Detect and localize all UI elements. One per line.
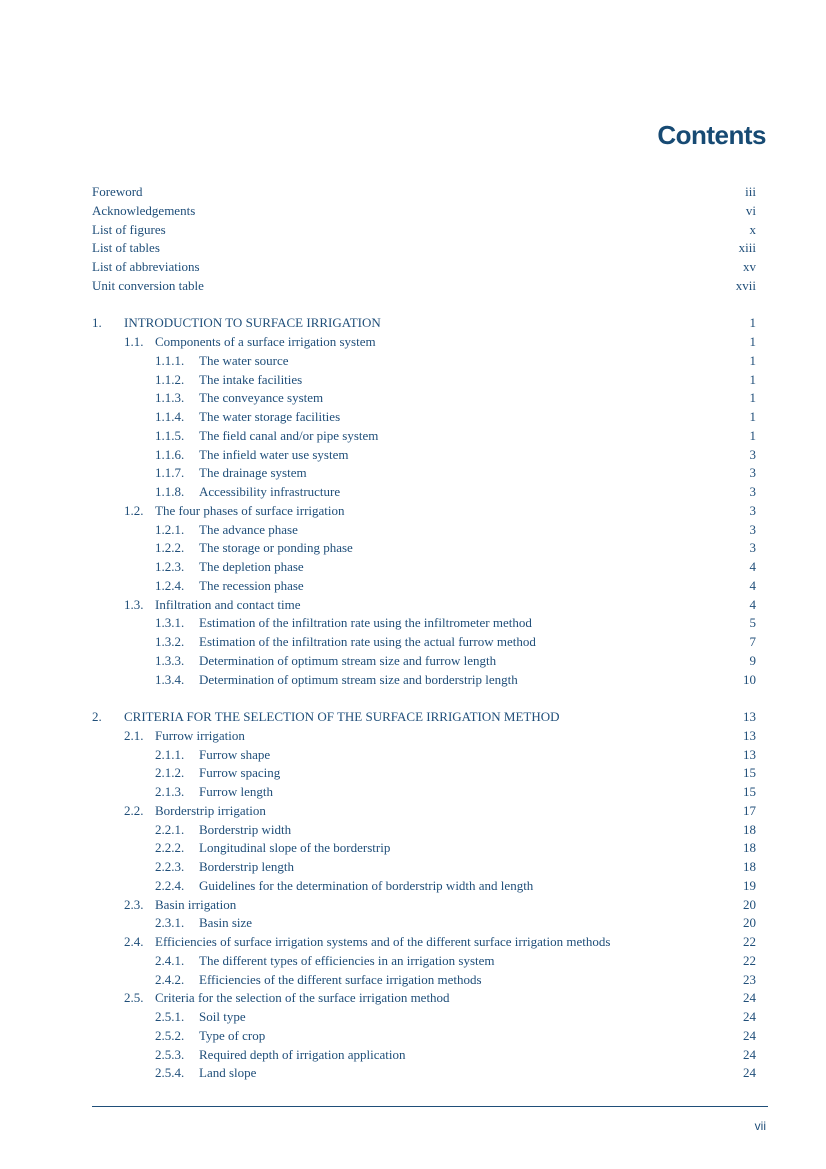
toc-subsection-entry[interactable]	[92, 389, 756, 408]
toc-entry-title: Land slope	[199, 1065, 257, 1081]
toc-entry-page: 3	[749, 502, 756, 518]
toc-entry-page: 20	[743, 915, 756, 931]
toc-entry-page: xv	[743, 259, 756, 274]
toc-entry-page: 18	[743, 821, 756, 837]
toc-entry-page: 5	[749, 615, 756, 631]
toc-entry-page: 24	[743, 990, 756, 1006]
toc-entry-page: xvii	[735, 277, 756, 293]
toc-entry-page: xiii	[738, 240, 756, 256]
toc-entry-number: 2.2.4.	[155, 877, 185, 893]
toc-entry-number: 1.3.	[124, 596, 144, 612]
toc-entry-title: Estimation of the infiltration rate using the infiltrometer method	[199, 615, 532, 631]
toc-entry-page: 3	[749, 540, 756, 556]
toc-subsection-entry[interactable]	[92, 427, 756, 446]
toc-front-matter-entry[interactable]	[92, 202, 756, 221]
toc-subsection-entry[interactable]	[92, 464, 756, 483]
toc-entry-number: 1.3.3.	[155, 652, 185, 668]
toc-front-matter-entry[interactable]	[92, 221, 756, 240]
toc-section-entry[interactable]	[92, 896, 756, 915]
toc-entry-number: 2.3.1.	[155, 915, 185, 931]
toc-entry-title: Infiltration and contact time	[155, 596, 301, 612]
toc-entry-number: 2.	[92, 709, 102, 724]
toc-entry-title: Unit conversion table	[92, 277, 204, 293]
toc-entry-title: Borderstrip irrigation	[155, 802, 266, 818]
toc-entry-page: 24	[743, 1027, 756, 1043]
toc-spacer	[92, 689, 756, 708]
toc-subsection-entry[interactable]	[92, 1027, 756, 1046]
toc-entry-page: 13	[743, 727, 756, 743]
table-of-contents	[92, 183, 756, 1083]
toc-entry-number: 2.1.	[124, 727, 144, 743]
toc-entry-page: 1	[749, 334, 756, 349]
toc-entry-number: 2.1.1.	[155, 746, 185, 762]
toc-entry-title: Determination of optimum stream size and borderstrip length	[199, 671, 518, 687]
toc-entry-number: 2.4.2.	[155, 971, 185, 987]
toc-front-matter-entry[interactable]	[92, 183, 756, 202]
toc-subsection-entry[interactable]	[92, 1008, 756, 1027]
toc-entry-title: The different types of efficiencies in an irrigation system	[199, 952, 495, 968]
toc-entry-page: 1	[749, 390, 756, 406]
toc-entry-title: Soil type	[199, 1009, 246, 1024]
toc-entry-title: The conveyance system	[199, 390, 324, 406]
toc-subsection-entry[interactable]	[92, 633, 756, 652]
toc-subsection-entry[interactable]	[92, 614, 756, 633]
toc-subsection-entry[interactable]	[92, 371, 756, 390]
toc-chapter-entry[interactable]	[92, 708, 756, 727]
toc-entry-title: Longitudinal slope of the borderstrip	[199, 840, 391, 856]
toc-entry-title: Basin irrigation	[155, 896, 237, 912]
toc-entry-page: 1	[749, 427, 756, 443]
toc-entry-title: Components of a surface irrigation system	[155, 334, 376, 349]
toc-entry-title: The recession phase	[199, 577, 304, 593]
toc-entry-page: 3	[749, 484, 756, 499]
toc-subsection-entry[interactable]	[92, 1064, 756, 1083]
toc-entry-number: 1.1.7.	[155, 465, 185, 481]
toc-entry-number: 2.2.	[124, 802, 144, 818]
toc-entry-title: The infield water use system	[199, 446, 349, 462]
toc-entry-title: Foreword	[92, 184, 143, 199]
toc-entry-page: iii	[745, 184, 756, 199]
toc-subsection-entry[interactable]	[92, 671, 756, 690]
toc-entry-number: 1.2.1.	[155, 521, 185, 537]
toc-subsection-entry[interactable]	[92, 914, 756, 933]
toc-entry-page: 4	[749, 559, 756, 574]
toc-entry-title: CRITERIA FOR THE SELECTION OF THE SURFACE IRRIGATION METHOD	[124, 709, 560, 724]
toc-entry-page: 1	[749, 315, 756, 331]
toc-entry-number: 1.2.	[124, 502, 144, 518]
toc-subsection-entry[interactable]	[92, 352, 756, 371]
toc-subsection-entry[interactable]	[92, 408, 756, 427]
toc-entry-page: 13	[743, 746, 756, 762]
toc-subsection-entry[interactable]	[92, 783, 756, 802]
toc-entry-number: 2.4.	[124, 934, 144, 949]
toc-entry-title: Furrow length	[199, 784, 274, 799]
toc-entry-number: 2.5.1.	[155, 1009, 185, 1024]
toc-subsection-entry[interactable]	[92, 577, 756, 596]
toc-entry-number: 1.1.5.	[155, 427, 185, 443]
toc-subsection-entry[interactable]	[92, 652, 756, 671]
toc-entry-number: 2.4.1.	[155, 952, 185, 968]
toc-entry-number: 2.3.	[124, 896, 144, 912]
toc-entry-title: Borderstrip length	[199, 859, 294, 874]
toc-section-entry[interactable]	[92, 802, 756, 821]
toc-entry-title: Efficiencies of surface irrigation systems and of the different surface irrigation methods	[155, 934, 611, 949]
toc-entry-title: The water source	[199, 352, 289, 368]
footer-rule	[92, 1106, 768, 1107]
toc-entry-number: 2.5.4.	[155, 1065, 185, 1081]
toc-entry-title: Type of crop	[199, 1027, 266, 1043]
toc-subsection-entry[interactable]	[92, 821, 756, 840]
toc-entry-number: 1.2.2.	[155, 540, 185, 556]
toc-entry-title: The storage or ponding phase	[199, 540, 353, 556]
toc-entry-number: 1.1.4.	[155, 409, 185, 424]
toc-entry-title: INTRODUCTION TO SURFACE IRRIGATION	[124, 315, 381, 331]
toc-subsection-entry[interactable]	[92, 952, 756, 971]
toc-subsection-entry[interactable]	[92, 483, 756, 502]
toc-entry-page: 7	[749, 634, 756, 649]
toc-entry-number: 1.1.6.	[155, 446, 185, 462]
toc-subsection-entry[interactable]	[92, 877, 756, 896]
toc-entry-number: 1.3.4.	[155, 671, 185, 687]
toc-entry-number: 2.5.	[124, 990, 144, 1006]
toc-section-entry[interactable]	[92, 989, 756, 1008]
toc-entry-page: 24	[743, 1065, 756, 1081]
toc-entry-title: Borderstrip width	[199, 821, 292, 837]
toc-entry-page: 3	[749, 465, 756, 481]
toc-entry-number: 2.5.3.	[155, 1046, 185, 1062]
toc-entry-number: 2.5.2.	[155, 1027, 185, 1043]
toc-entry-title: The four phases of surface irrigation	[155, 502, 345, 518]
toc-entry-title: The drainage system	[199, 465, 307, 481]
toc-subsection-entry[interactable]	[92, 746, 756, 765]
toc-entry-title: The water storage facilities	[199, 409, 341, 424]
toc-entry-title: Guidelines for the determination of borderstrip width and length	[199, 877, 534, 893]
toc-front-matter-entry[interactable]	[92, 277, 756, 296]
toc-entry-number: 2.2.1.	[155, 821, 185, 837]
toc-entry-title: Furrow irrigation	[155, 727, 245, 743]
toc-entry-number: 2.1.2.	[155, 765, 185, 781]
toc-entry-number: 1.2.4.	[155, 577, 185, 593]
toc-entry-number: 1.1.1.	[155, 352, 185, 368]
toc-entry-page: 24	[743, 1009, 756, 1024]
toc-entry-page: 24	[743, 1046, 756, 1062]
page-title: Contents	[657, 120, 766, 150]
toc-subsection-entry[interactable]	[92, 1046, 756, 1065]
toc-entry-title: Furrow shape	[199, 746, 271, 762]
toc-front-matter-entry[interactable]	[92, 258, 756, 277]
toc-entry-number: 1.	[92, 315, 102, 331]
toc-entry-page: 1	[749, 352, 756, 368]
toc-entry-page: 1	[749, 409, 756, 424]
toc-section-entry[interactable]	[92, 502, 756, 521]
toc-section-entry[interactable]	[92, 333, 756, 352]
toc-subsection-entry[interactable]	[92, 446, 756, 465]
toc-entry-title: Basin size	[199, 915, 253, 931]
toc-entry-page: 17	[743, 802, 756, 818]
toc-entry-title: Estimation of the infiltration rate using the actual furrow method	[199, 634, 536, 649]
toc-entry-title: Efficiencies of the different surface irrigation methods	[199, 971, 482, 987]
toc-entry-page: 4	[749, 577, 756, 593]
toc-entry-page: 23	[743, 971, 756, 987]
toc-entry-page: 9	[749, 652, 756, 668]
toc-entry-page: 20	[743, 896, 756, 912]
toc-entry-page: vi	[745, 202, 756, 218]
toc-entry-title: Determination of optimum stream size and furrow length	[199, 652, 497, 668]
toc-entry-page: 19	[743, 877, 756, 893]
toc-entry-page: 13	[743, 709, 756, 724]
toc-entry-title: The advance phase	[199, 521, 298, 537]
toc-entry-page: 18	[743, 840, 756, 856]
toc-front-matter-entry[interactable]	[92, 239, 756, 258]
toc-entry-title: Required depth of irrigation application	[199, 1046, 406, 1062]
toc-entry-number: 1.1.8.	[155, 484, 185, 499]
toc-entry-page: 15	[743, 765, 756, 781]
toc-entry-title: Acknowledgements	[92, 202, 196, 218]
toc-entry-title: Accessibility infrastructure	[199, 484, 341, 499]
toc-entry-number: 2.1.3.	[155, 784, 185, 799]
toc-section-entry[interactable]	[92, 933, 756, 952]
toc-subsection-entry[interactable]	[92, 764, 756, 783]
toc-entry-number: 1.2.3.	[155, 559, 185, 574]
toc-entry-title: List of abbreviations	[92, 259, 200, 274]
toc-entry-number: 1.1.2.	[155, 371, 185, 387]
toc-subsection-entry[interactable]	[92, 839, 756, 858]
toc-entry-number: 1.3.2.	[155, 634, 185, 649]
toc-subsection-entry[interactable]	[92, 539, 756, 558]
toc-entry-page: 15	[743, 784, 756, 799]
toc-entry-title: Criteria for the selection of the surface irrigation method	[155, 990, 450, 1006]
toc-entry-page: 3	[749, 446, 756, 462]
toc-subsection-entry[interactable]	[92, 971, 756, 990]
toc-entry-title: List of figures	[92, 221, 166, 237]
toc-entry-title: List of tables	[92, 240, 160, 256]
toc-spacer	[92, 296, 756, 315]
toc-entry-page: 1	[749, 371, 756, 387]
toc-subsection-entry[interactable]	[92, 858, 756, 877]
toc-entry-title: The depletion phase	[199, 559, 304, 574]
toc-entry-page: 22	[743, 952, 756, 968]
toc-entry-title: The intake facilities	[199, 371, 303, 387]
toc-section-entry[interactable]	[92, 596, 756, 615]
toc-subsection-entry[interactable]	[92, 558, 756, 577]
toc-entry-number: 1.3.1.	[155, 615, 185, 631]
toc-chapter-entry[interactable]	[92, 314, 756, 333]
toc-entry-page: 10	[743, 671, 756, 687]
toc-entry-number: 2.2.2.	[155, 840, 185, 856]
toc-section-entry[interactable]	[92, 727, 756, 746]
toc-entry-page: 18	[743, 859, 756, 874]
toc-entry-title: The field canal and/or pipe system	[199, 427, 379, 443]
toc-entry-number: 1.1.	[124, 334, 144, 349]
toc-entry-page: 4	[749, 596, 756, 612]
page-number: vii	[754, 1119, 766, 1133]
toc-entry-number: 2.2.3.	[155, 859, 185, 874]
toc-entry-number: 1.1.3.	[155, 390, 185, 406]
toc-entry-page: 3	[749, 521, 756, 537]
toc-subsection-entry[interactable]	[92, 521, 756, 540]
toc-entry-title: Furrow spacing	[199, 765, 281, 781]
toc-entry-page: 22	[743, 934, 756, 949]
toc-entry-page: x	[749, 221, 756, 237]
